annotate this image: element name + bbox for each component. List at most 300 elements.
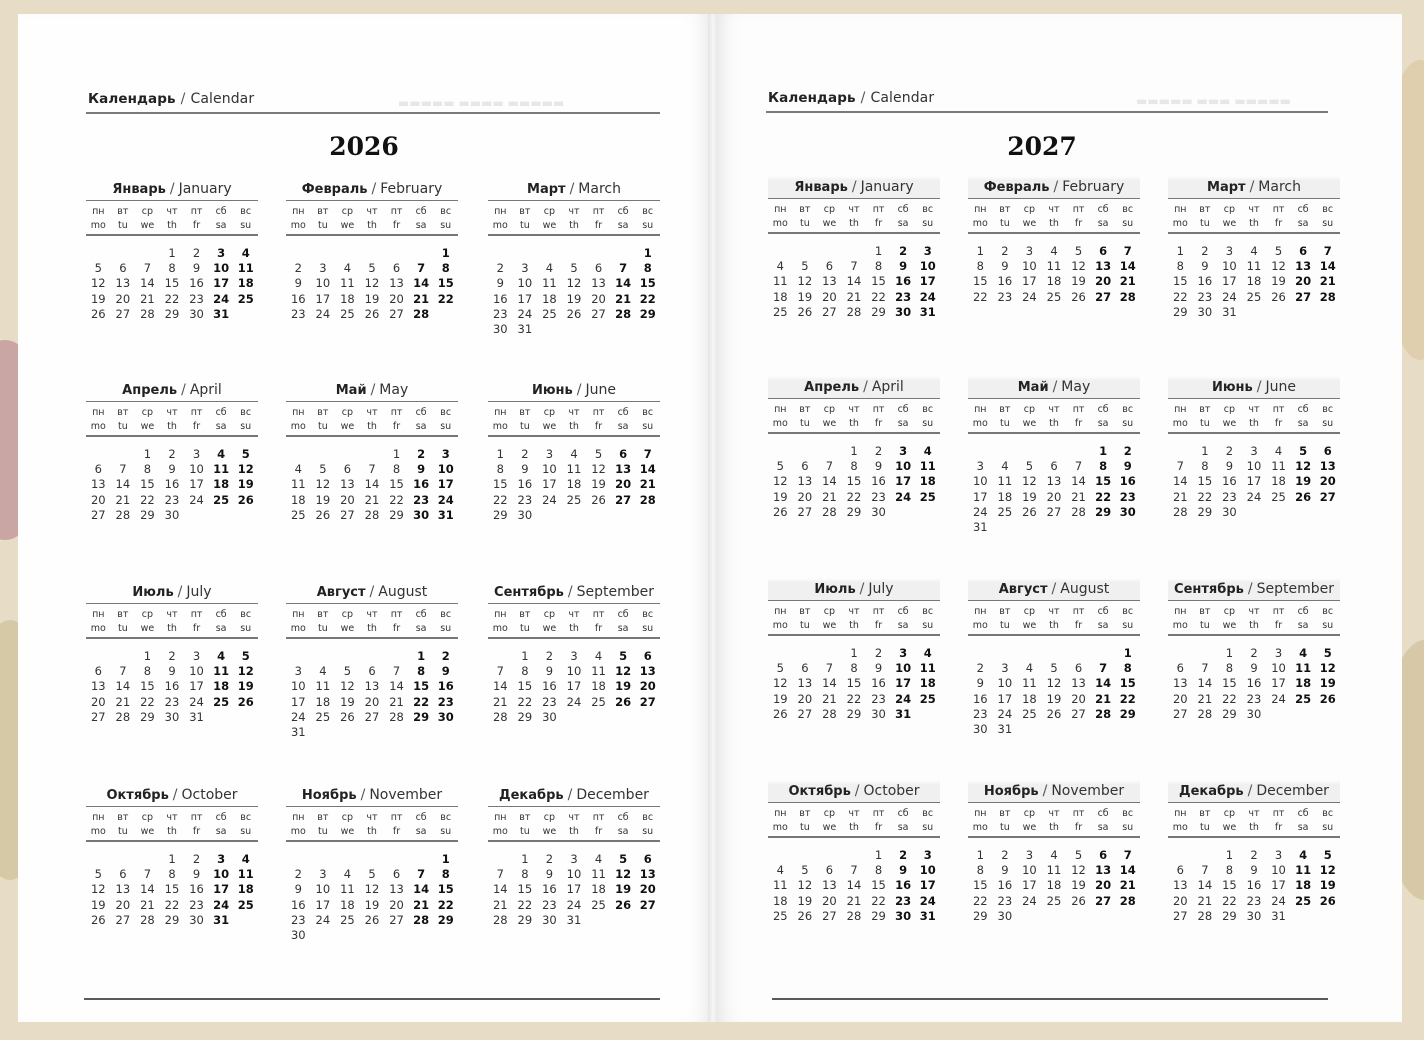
day-cell: 6	[94, 663, 102, 678]
day-cell: 6	[619, 446, 628, 461]
day-cell: 17	[895, 676, 912, 691]
weekday-ru: пн	[774, 606, 787, 617]
weekday-ru: ср	[1023, 808, 1036, 819]
day-cell: 13	[797, 474, 813, 489]
weekday-row-en	[488, 420, 660, 434]
day-cell: 27	[90, 508, 106, 523]
day-cell: 19	[90, 291, 106, 306]
weekday-row-en	[286, 219, 458, 233]
weekday-ru: сб	[1097, 808, 1109, 819]
month-name-en: September	[576, 584, 654, 600]
day-cell: 25	[919, 691, 936, 706]
day-cell: 17	[517, 291, 533, 306]
day-cell: 29	[871, 305, 886, 320]
day-cell: 12	[797, 878, 813, 893]
weekday-ru: пт	[1072, 606, 1085, 617]
weekday-en: fr	[874, 822, 883, 833]
weekday-ru: пн	[494, 812, 507, 823]
day-cell: 25	[591, 897, 606, 912]
day-cell: 18	[997, 489, 1013, 504]
weekday-en: su	[642, 623, 654, 634]
day-cell: 3	[899, 645, 908, 660]
day-cell: 21	[1197, 893, 1213, 908]
month-name-ru: Февраль	[301, 182, 368, 197]
weekday-ru: ср	[823, 404, 836, 415]
day-cell: 14	[846, 878, 862, 893]
weekday-en: su	[1122, 620, 1134, 631]
weekday-ru: вт	[117, 812, 129, 823]
day-cell: 22	[1197, 489, 1213, 504]
day-cell: 27	[639, 694, 656, 709]
day-cell: 6	[1176, 660, 1184, 675]
weekday-ru: пн	[1174, 808, 1187, 819]
day-cell: 21	[492, 897, 508, 912]
day-cell: 24	[189, 492, 204, 507]
weekday-ru: пн	[974, 404, 987, 415]
day-cell: 4	[343, 866, 352, 881]
day-cell: 2	[168, 648, 176, 663]
empty-day-cell	[968, 444, 993, 459]
day-cell: 29	[492, 508, 508, 523]
day-cell: 17	[542, 477, 557, 492]
weekday-en: th	[1249, 418, 1259, 429]
day-cell: 30	[997, 909, 1013, 924]
month-block	[1168, 176, 1340, 320]
month-name-ru: Ноябрь	[301, 788, 357, 803]
weekday-en: sa	[1297, 620, 1309, 631]
day-cell: 16	[189, 882, 204, 897]
month-name-en: September	[1256, 581, 1334, 597]
day-cell: 18	[591, 679, 606, 694]
month-name-ru: Октябрь	[788, 784, 851, 799]
day-cell: 27	[1295, 289, 1312, 304]
day-cell: 16	[164, 679, 180, 694]
weekday-en: mo	[492, 220, 508, 231]
day-cell: 13	[797, 676, 813, 691]
month-name-en: July	[868, 581, 894, 597]
weekday-en: th	[1249, 822, 1259, 833]
weekday-ru: сб	[617, 609, 629, 620]
day-cell: 18	[542, 291, 557, 306]
weekday-en: th	[1049, 218, 1059, 229]
day-cell: 21	[413, 291, 430, 306]
day-cell: 20	[639, 679, 656, 694]
day-cell: 27	[1046, 505, 1062, 520]
day-cell: 26	[797, 305, 813, 320]
day-grid	[488, 447, 660, 524]
month-title	[286, 379, 458, 402]
day-cell: 1	[1225, 645, 1234, 660]
weekday-ru: вт	[317, 609, 329, 620]
day-cell: 25	[1295, 893, 1312, 908]
empty-day-cell	[135, 246, 160, 261]
month-name-ru: Май	[1017, 380, 1049, 395]
month-name-ru: Август	[998, 582, 1048, 597]
day-cell: 26	[1071, 893, 1086, 908]
day-cell: 27	[1095, 289, 1112, 304]
day-cell: 12	[1046, 676, 1062, 691]
weekday-en: mo	[290, 623, 306, 634]
weekday-ru: пт	[390, 407, 403, 418]
weekday-en: fr	[192, 220, 201, 231]
day-cell: 10	[997, 676, 1013, 691]
day-cell: 8	[976, 258, 984, 273]
weekday-en: th	[569, 623, 579, 634]
weekday-ru: вс	[642, 812, 654, 823]
day-cell: 9	[294, 276, 302, 291]
day-cell: 27	[1095, 893, 1112, 908]
day-cell: 15	[1197, 474, 1213, 489]
day-cell: 28	[1119, 289, 1136, 304]
day-cell: 4	[1299, 847, 1308, 862]
month-title	[286, 784, 458, 807]
day-cell: 19	[1271, 274, 1286, 289]
day-cell: 18	[237, 276, 254, 291]
day-cell: 22	[1119, 691, 1136, 706]
day-cell: 24	[1022, 893, 1037, 908]
day-cell: 5	[1323, 847, 1332, 862]
weekday-ru: чт	[1048, 808, 1060, 819]
day-cell: 7	[850, 862, 858, 877]
day-cell: 24	[1222, 289, 1237, 304]
header-rule	[766, 111, 1328, 113]
weekday-ru: сб	[1297, 808, 1309, 819]
day-cell: 6	[1050, 458, 1058, 473]
day-cell: 9	[976, 676, 984, 691]
empty-day-cell	[335, 246, 360, 261]
weekday-en: mo	[1172, 418, 1188, 429]
day-cell: 14	[140, 882, 155, 897]
month-name-ru: Март	[527, 182, 566, 197]
weekday-row-en	[86, 219, 258, 233]
day-cell: 11	[237, 260, 254, 275]
day-cell: 17	[919, 878, 936, 893]
day-cell: 13	[1095, 258, 1112, 273]
day-cell: 22	[1222, 893, 1237, 908]
weekday-ru: пн	[494, 206, 507, 217]
day-cell: 15	[140, 679, 155, 694]
weekday-en: sa	[897, 418, 909, 429]
weekday-en: we	[822, 620, 837, 631]
weekday-ru: ср	[543, 609, 556, 620]
day-cell: 2	[1001, 847, 1009, 862]
weekday-row-ru	[86, 205, 258, 219]
day-cell: 15	[517, 679, 533, 694]
weekday-ru: сб	[617, 407, 629, 418]
weekday-ru: сб	[617, 206, 629, 217]
weekday-en: sa	[617, 826, 629, 837]
weekday-en: sa	[215, 220, 227, 231]
weekday-row-ru	[768, 605, 940, 619]
day-cell: 28	[115, 710, 131, 725]
empty-day-cell	[360, 246, 385, 261]
day-cell: 28	[115, 508, 131, 523]
weekday-en: tu	[117, 421, 128, 432]
day-cell: 14	[1319, 258, 1336, 273]
day-cell: 25	[1271, 489, 1286, 504]
weekday-ru: ср	[341, 407, 354, 418]
day-cell: 31	[1222, 305, 1237, 320]
weekday-ru: чт	[1048, 606, 1060, 617]
day-cell: 3	[923, 243, 932, 258]
weekday-ru: вс	[240, 812, 252, 823]
weekday-ru: чт	[366, 812, 378, 823]
day-cell: 4	[570, 446, 578, 461]
weekday-en: mo	[1172, 620, 1188, 631]
day-cell: 10	[517, 276, 533, 291]
weekday-en: su	[240, 623, 252, 634]
day-grid	[768, 646, 940, 723]
day-cell: 7	[392, 663, 401, 678]
day-cell: 4	[776, 862, 784, 877]
header-ru: Календарь	[768, 90, 856, 106]
bottom-rule	[84, 998, 660, 1000]
weekday-row-en	[768, 821, 940, 835]
day-cell: 28	[364, 508, 380, 523]
weekday-ru: чт	[366, 407, 378, 418]
day-cell: 20	[822, 289, 837, 304]
day-cell: 23	[871, 691, 886, 706]
weekday-ru: пн	[92, 407, 105, 418]
day-cell: 5	[594, 446, 603, 461]
weekday-en: tu	[117, 623, 128, 634]
weekday-ru: пн	[292, 812, 305, 823]
day-cell: 24	[566, 694, 582, 709]
month-name-ru: Июль	[132, 585, 174, 600]
day-cell: 16	[997, 274, 1013, 289]
weekday-ru: чт	[568, 812, 580, 823]
weekday-ru: сб	[1097, 204, 1109, 215]
day-cell: 21	[364, 492, 380, 507]
day-cell: 7	[143, 866, 152, 881]
weekday-en: mo	[290, 421, 306, 432]
month-name-en: May	[379, 382, 409, 398]
day-cell: 23	[542, 694, 557, 709]
weekday-ru: ср	[1223, 808, 1236, 819]
month-title	[286, 178, 458, 201]
day-cell: 22	[164, 291, 180, 306]
year-title: 2026	[329, 132, 399, 161]
day-cell: 14	[1172, 474, 1188, 489]
day-cell: 25	[919, 489, 936, 504]
day-cell: 4	[241, 245, 250, 260]
weekday-rule	[968, 232, 1140, 234]
weekday-en: su	[440, 421, 452, 432]
day-cell: 12	[772, 474, 788, 489]
weekday-en: mo	[290, 826, 306, 837]
day-cell: 23	[290, 307, 306, 322]
day-cell: 9	[1201, 258, 1209, 273]
day-cell: 1	[874, 243, 883, 258]
month-title	[488, 581, 660, 604]
page-header	[88, 91, 254, 107]
day-cell: 29	[1222, 707, 1237, 722]
day-cell: 30	[895, 909, 912, 924]
day-cell: 30	[437, 710, 454, 725]
weekday-en: th	[1049, 620, 1059, 631]
month-name-en: March	[1258, 179, 1301, 195]
weekday-en: th	[367, 220, 377, 231]
day-cell: 23	[1246, 893, 1262, 908]
empty-day-cell	[86, 246, 111, 261]
weekday-rule	[86, 840, 258, 842]
weekday-en: tu	[799, 620, 810, 631]
month-title	[768, 376, 940, 399]
day-cell: 27	[1319, 489, 1336, 504]
weekday-ru: ср	[141, 812, 154, 823]
day-cell: 29	[1222, 909, 1237, 924]
day-cell: 13	[389, 276, 404, 291]
weekday-row-en	[286, 420, 458, 434]
day-cell: 14	[1119, 862, 1136, 877]
empty-day-cell	[817, 646, 842, 661]
weekday-ru: сб	[1297, 606, 1309, 617]
day-cell: 2	[1201, 243, 1209, 258]
weekday-ru: сб	[897, 204, 909, 215]
day-cell: 4	[1050, 847, 1058, 862]
month-name-ru: Июль	[814, 582, 856, 597]
day-cell: 12	[90, 276, 106, 291]
weekday-row-ru	[488, 205, 660, 219]
day-cell: 8	[168, 866, 176, 881]
day-cell: 21	[1197, 691, 1213, 706]
day-cell: 30	[164, 710, 180, 725]
day-cell: 12	[1022, 474, 1037, 489]
day-cell: 19	[340, 694, 355, 709]
empty-day-cell	[111, 852, 136, 867]
weekday-rule	[1168, 634, 1340, 636]
weekday-row-en	[968, 821, 1140, 835]
weekday-en: th	[167, 421, 177, 432]
weekday-row-en	[488, 622, 660, 636]
weekday-ru: вс	[1122, 404, 1134, 415]
day-cell: 28	[1071, 505, 1086, 520]
day-cell: 4	[923, 443, 932, 458]
day-cell: 20	[615, 477, 632, 492]
day-cell: 31	[213, 307, 230, 322]
empty-day-cell	[335, 852, 360, 867]
day-cell: 19	[1071, 274, 1086, 289]
day-cell: 10	[1222, 258, 1237, 273]
day-cell: 1	[976, 847, 984, 862]
weekday-en: mo	[1172, 218, 1188, 229]
day-cell: 11	[591, 866, 606, 881]
weekday-rule	[968, 634, 1140, 636]
weekday-ru: вс	[642, 206, 654, 217]
day-cell: 16	[290, 291, 306, 306]
day-cell: 21	[1071, 489, 1086, 504]
weekday-ru: вт	[799, 808, 811, 819]
empty-day-cell	[286, 246, 311, 261]
weekday-row-en	[1168, 217, 1340, 231]
day-cell: 11	[772, 878, 788, 893]
day-cell: 27	[639, 897, 656, 912]
weekday-en: su	[1322, 218, 1334, 229]
day-cell: 28	[846, 909, 862, 924]
day-cell: 22	[140, 492, 155, 507]
day-cell: 19	[1319, 878, 1336, 893]
weekday-en: fr	[192, 623, 201, 634]
day-cell: 3	[217, 245, 226, 260]
month-block	[1168, 376, 1340, 520]
day-cell: 10	[895, 660, 912, 675]
empty-day-cell	[286, 447, 311, 462]
day-grid	[286, 649, 458, 741]
day-cell: 31	[919, 909, 936, 924]
day-cell: 11	[315, 679, 331, 694]
day-cell: 2	[496, 260, 504, 275]
weekday-ru: чт	[1048, 204, 1060, 215]
day-cell: 27	[340, 508, 355, 523]
day-cell: 27	[615, 492, 632, 507]
day-cell: 16	[895, 274, 912, 289]
month-name-en: October	[863, 783, 920, 799]
day-cell: 24	[895, 489, 912, 504]
day-cell: 8	[850, 660, 858, 675]
day-cell: 29	[1095, 505, 1112, 520]
weekday-row-ru	[1168, 403, 1340, 417]
day-cell: 17	[213, 882, 230, 897]
empty-day-cell	[793, 244, 818, 259]
month-title	[968, 176, 1140, 199]
day-cell: 14	[492, 882, 508, 897]
day-cell: 23	[290, 913, 306, 928]
day-cell: 6	[1099, 243, 1108, 258]
day-cell: 17	[566, 679, 582, 694]
weekday-rule	[86, 435, 258, 437]
day-cell: 24	[997, 707, 1013, 722]
weekday-en: su	[922, 218, 934, 229]
weekday-en: mo	[90, 623, 106, 634]
weekday-en: tu	[519, 826, 530, 837]
day-cell: 20	[90, 694, 106, 709]
weekday-ru: ср	[141, 206, 154, 217]
day-cell: 22	[972, 289, 988, 304]
weekday-en: th	[849, 418, 859, 429]
day-cell: 31	[290, 725, 306, 740]
weekday-ru: пн	[774, 808, 787, 819]
weekday-en: fr	[192, 826, 201, 837]
day-cell: 14	[822, 676, 837, 691]
weekday-rule	[488, 234, 660, 236]
day-cell: 2	[899, 847, 908, 862]
month-title	[488, 379, 660, 402]
month-block	[488, 784, 660, 928]
weekday-ru: ср	[823, 606, 836, 617]
weekday-ru: пн	[974, 808, 987, 819]
header-separator: /	[180, 91, 186, 107]
day-cell: 27	[1172, 707, 1188, 722]
day-cell: 7	[1123, 847, 1132, 862]
month-separator: /	[576, 382, 582, 398]
weekday-en: su	[922, 418, 934, 429]
day-cell: 11	[1046, 258, 1062, 273]
day-cell: 9	[545, 663, 554, 678]
month-block	[86, 379, 258, 523]
day-cell: 10	[972, 474, 988, 489]
weekday-en: fr	[1274, 218, 1283, 229]
month-name-en: August	[378, 584, 428, 600]
weekday-ru: пт	[872, 808, 885, 819]
weekday-ru: чт	[848, 808, 860, 819]
day-cell: 19	[797, 893, 813, 908]
month-title	[968, 578, 1140, 601]
day-cell: 26	[1046, 707, 1062, 722]
day-cell: 22	[517, 694, 533, 709]
weekday-en: th	[1249, 218, 1259, 229]
day-cell: 1	[521, 648, 529, 663]
day-cell: 22	[517, 897, 533, 912]
